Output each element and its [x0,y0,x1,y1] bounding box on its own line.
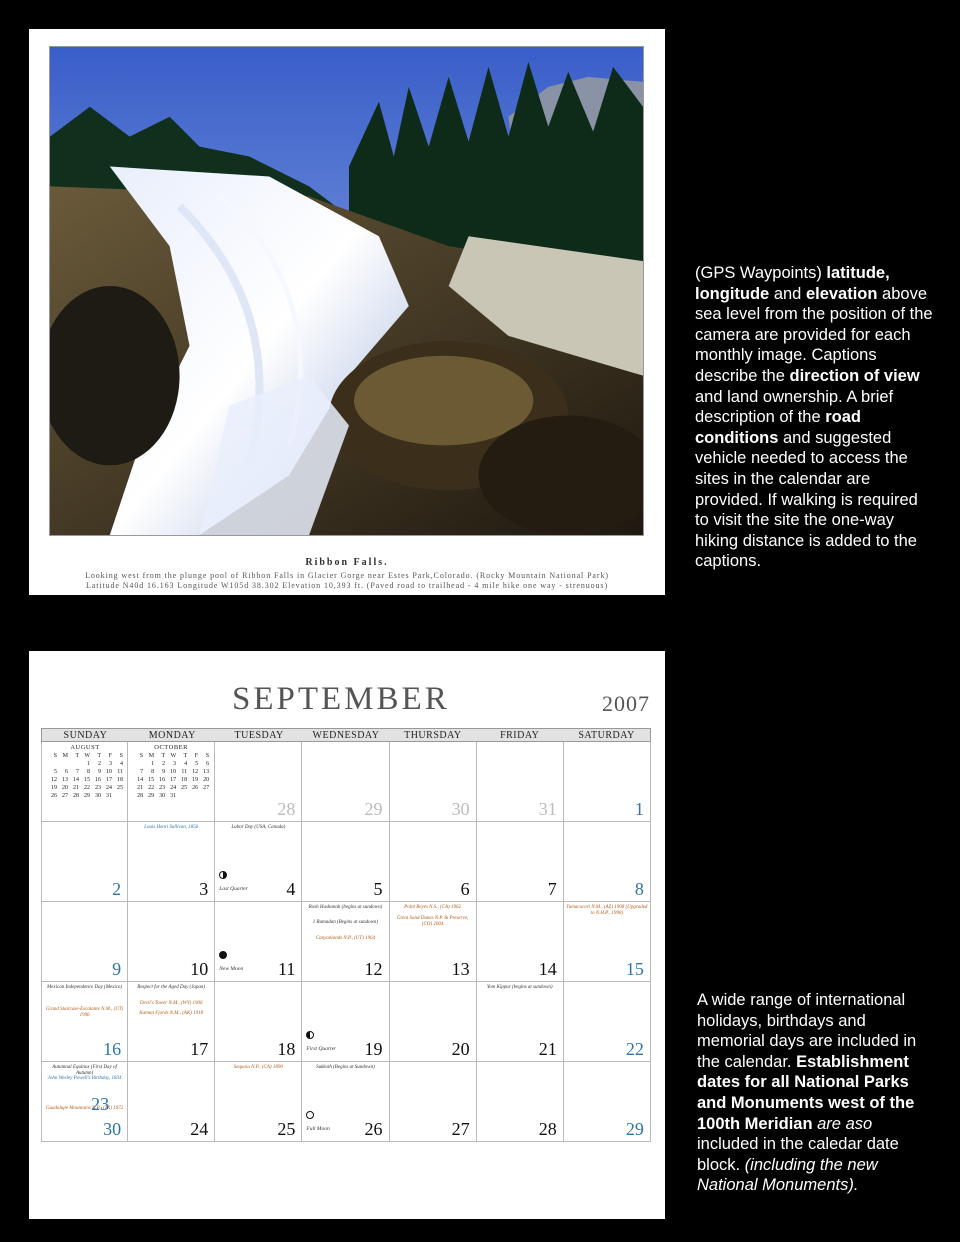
mini-calendar-day: 7 [76,769,79,775]
day-number: 7 [547,879,557,899]
mini-calendar-day: 28 [73,793,79,799]
text-run: Establishment dates for all National Parks and Monuments west of the 100th Meridian [697,1052,915,1133]
day-number: 16 [103,1039,122,1059]
calendar-day-cell [564,822,651,902]
weekday-label: WEDNESDAY [312,730,380,741]
calendar-day-cell [477,822,564,902]
weekday-label: SUNDAY [63,730,108,741]
calendar-day-cell [41,1062,128,1142]
moon-phase-label: Last Quarter [219,886,248,892]
text-run: included in the caledar date block. [697,1135,899,1174]
mini-calendar-day: 20 [203,777,210,783]
mini-calendar-day: 4 [184,761,188,767]
weekday-label: THURSDAY [404,730,462,741]
calendar-event: Sequoia N.P., (CA) 1890 [233,1065,283,1070]
calendar-event: John Wesley Powell's Birthday, 1834 [47,1076,122,1081]
caption-title: Ribbon Falls. [305,557,389,568]
mini-calendar-day: T [97,753,101,759]
calendar-day-cell [390,742,477,822]
calendar-day-cell [128,982,215,1062]
mini-calendar-row [132,776,210,784]
mini-calendar-day: M [148,753,155,759]
text-run: are aso [812,1114,873,1133]
calendar-day-cell [128,1062,215,1142]
mini-calendar-day: 8 [87,769,90,775]
calendar-grid [41,728,651,1142]
mini-calendar-day: 14 [137,777,144,783]
mini-calendar-day: 15 [148,777,155,783]
day-number: 20 [451,1039,470,1059]
mini-calendar-day: F [194,753,199,759]
mini-calendar-day: 9 [98,769,101,775]
mini-calendar-day: 30 [95,793,101,799]
mini-calendar-day: 31 [106,793,112,799]
mini-calendar-day: 3 [109,761,112,767]
mini-calendar-day: 1 [87,761,90,767]
mini-calendar-day: 13 [203,769,210,775]
day-number: 29 [364,799,383,819]
mini-calendar-day: S [205,753,210,759]
mini-calendar-day: W [170,753,177,759]
weekday-label: FRIDAY [500,730,540,741]
mini-calendar-day [68,760,79,768]
calendar-day-cell [128,902,215,982]
day-number: 23 [91,1094,110,1114]
calendar-day-cell [302,822,389,902]
day-number: 10 [190,959,209,979]
mini-calendar-day: 22 [148,785,155,791]
mini-calendar-day [132,760,143,768]
moon-phase-icon [306,1111,314,1119]
day-number: 2 [112,879,122,899]
mini-calendar-day: 1 [151,761,155,767]
calendar-day-cell [564,902,651,982]
year-title: 2007 [602,691,650,716]
mini-calendar-day: 27 [62,793,68,799]
mini-calendar-day: S [53,753,57,759]
mini-calendar-day [187,792,198,800]
mini-calendar-day: 11 [181,769,188,775]
mini-calendar-day: F [108,753,112,759]
moon-phase-icon [306,1031,314,1039]
mini-calendar-day: 26 [51,793,57,799]
calendar-day-cell [302,1062,389,1142]
day-number: 12 [364,959,383,979]
calendar-event: 1 Ramadan (Begins at sundown) [312,920,379,925]
holidays-description-text [697,990,937,1196]
mini-calendar-title: OCTOBER [154,744,188,751]
calendar-event: Rosh Hashanah (begins at sundown) [308,905,383,910]
mini-calendar-row [46,776,124,784]
mini-calendar-day: 18 [117,777,123,783]
day-number: 26 [364,1119,383,1139]
mini-calendar-day [198,792,209,800]
calendar-day-cell [128,822,215,902]
day-number: 18 [277,1039,296,1059]
mini-calendar-day: 30 [159,793,166,799]
calendar-day-cell [477,1062,564,1142]
mini-calendar-title: AUGUST [70,744,100,751]
mini-calendar-day: 23 [159,785,166,791]
calendar-event: Guadalupe Mountains N.P., (TX) 1972 [45,1106,124,1111]
mini-calendar-day: 19 [192,777,199,783]
day-number: 28 [277,799,296,819]
calendar-day-cell [41,822,128,902]
mini-calendar-day: 11 [117,769,123,775]
day-number: 14 [538,959,557,979]
weekday-label: MONDAY [148,730,196,741]
calendar-day-cell [477,982,564,1062]
calendar-event: Point Reyes N.S., (CA) 1962 [404,905,461,910]
mini-calendar-day [46,760,57,768]
mini-calendar-day: 21 [137,785,144,791]
day-number: 19 [364,1039,383,1059]
calendar-event: Canyonlands N.P., (UT) 1964 [315,936,376,941]
calendar-day-cell [41,902,128,982]
calendar-weeks [41,742,651,1142]
waterfall-photo [49,46,644,536]
mini-calendar-day: 29 [148,793,155,799]
caption-description: Looking west from the plunge pool of Ribbon Falls in Glacier Gorge near Estes Park,Colorado. (Rocky Mountain National Park) [85,571,609,580]
mini-calendar-day: 12 [51,777,57,783]
mini-calendar-day: S [139,753,144,759]
mini-calendar-row [46,792,124,800]
mini-calendar-day: 13 [62,777,68,783]
calendar-day-cell [302,742,389,822]
day-number: 4 [286,879,296,899]
mini-calendar-day: 31 [170,793,177,799]
mini-calendar-day: S [119,753,123,759]
day-number: 5 [373,879,383,899]
day-number: 29 [625,1119,644,1139]
calendar-day-cell [215,742,302,822]
mini-calendar-day: 27 [203,785,210,791]
mini-calendar-row [132,768,210,776]
day-number: 11 [278,959,296,979]
calendar-day-cell [215,1062,302,1142]
day-number: 6 [460,879,470,899]
text-run: and [769,284,806,303]
photo-page [29,29,665,595]
mini-calendar-day: 20 [62,785,68,791]
mini-calendar-day: 23 [95,785,101,791]
day-number: 27 [451,1119,470,1139]
mini-calendar-day: 16 [159,777,166,783]
weekday-header [41,728,651,742]
moon-phase-icon [219,951,227,959]
photo-caption [29,557,665,591]
day-number: 21 [538,1039,557,1059]
calendar-event: Mexican Independence Day (Mexico) [47,985,123,990]
mini-calendar-day: T [183,753,188,759]
mini-calendar-day: 26 [192,785,199,791]
mini-calendar-day: 12 [192,769,199,775]
moon-phase-label: New Moon [219,966,244,972]
day-number: 1 [634,799,644,819]
text-run: A wide range of international holidays, birthdays and memorial days are included in the calendar. [697,991,917,1071]
mini-calendar-day: M [62,753,68,759]
calendar-event: Yom Kippur (begins at sundown) [486,985,553,990]
weekday-label: SATURDAY [578,730,635,741]
calendar-event: Grand Staircase-Escalante N.M., (UT) 1996 [45,1007,124,1018]
calendar-event: Autumnal Equinox (First Day of Autumn) [52,1065,117,1076]
mini-calendar-day: 29 [84,793,90,799]
calendar-day-cell [302,982,389,1062]
mini-calendar-day: 15 [84,777,90,783]
mini-calendar-day: 7 [140,769,144,775]
mini-calendar-day: 8 [151,769,155,775]
waterfall-illustration [50,47,643,535]
day-number: 30 [451,799,470,819]
mini-calendar-day: 18 [181,777,188,783]
mini-calendar-row [132,784,210,792]
mini-calendar [132,744,210,800]
mini-calendar-day: 21 [73,785,79,791]
text-run: and land ownership. A brief description of the [695,387,894,427]
calendar-day-cell [477,902,564,982]
mini-calendar-day: W [84,753,90,759]
gps-description-text [695,263,935,572]
calendar-day-cell [564,742,651,822]
day-number: 15 [625,959,644,979]
moon-phase-icon [219,871,227,879]
calendar-week [41,1062,651,1142]
mini-calendar-row [46,784,124,792]
mini-calendar-day [57,760,68,768]
mini-calendar-day: 28 [137,793,144,799]
mini-calendar-day: 5 [54,769,57,775]
mini-calendar-day [112,792,123,800]
calendar-day-cell [564,982,651,1062]
mini-calendar-day: 24 [170,785,177,791]
day-number: 17 [190,1039,209,1059]
day-number: 28 [538,1119,557,1139]
day-number: 9 [112,959,122,979]
day-number: 31 [538,799,557,819]
day-number: 8 [634,879,644,899]
calendar-day-cell [215,982,302,1062]
mini-calendar-day: T [161,753,166,759]
mini-calendar-row [46,760,124,768]
mini-calendar-row [132,792,210,800]
calendar-event: Sukkoth (Begins at Sundown) [316,1065,375,1070]
day-number: 22 [625,1039,644,1059]
text-run: above sea level from the position of the camera are provided for each monthly image. Captions describe the [695,284,933,385]
calendar-event: Louis Henri Sullivan, 1856 [144,825,199,830]
month-title: SEPTEMBER [232,681,450,717]
calendar-day-cell [302,902,389,982]
moon-phase-label: First Quarter [306,1046,337,1052]
calendar-day-cell [477,742,564,822]
mini-calendar-day: 10 [106,769,112,775]
calendar-day-cell [390,902,477,982]
mini-calendar-day: 14 [73,777,79,783]
text-run: (GPS Waypoints) [695,264,827,282]
calendar-day-cell [390,982,477,1062]
calendar-day-cell [390,1062,477,1142]
mini-calendar [46,744,124,800]
day-number: 3 [199,879,209,899]
mini-calendar-row [132,760,210,768]
calendar-day-cell [41,742,128,822]
mini-calendar-row [132,752,210,760]
mini-calendar-day: 10 [170,769,177,775]
mini-calendar-day: 24 [106,785,112,791]
calendar-week [41,822,651,902]
day-number: 25 [277,1119,296,1139]
calendar-week [41,742,651,822]
mini-calendar-day: 22 [84,785,90,791]
mini-calendar-day: 4 [120,761,123,767]
mini-calendar-day: 25 [181,785,188,791]
mini-calendar-row [46,752,124,760]
calendar-day-cell [564,1062,651,1142]
mini-calendar-row [46,768,124,776]
text-run: (including the new National Monuments). [697,1155,878,1195]
calendar-event: Devil's Tower N.M., (WY) 1906 [139,1001,203,1006]
mini-calendar-day: 25 [117,785,123,791]
mini-calendar-day: 16 [95,777,101,783]
calendar-day-cell [390,822,477,902]
caption-coordinates: Latitude N40d 16.163 Longitude W105d 38.302 Elevation 10,393 ft. (Paved road to trailhead - 4 mile hike one way - strenuous) [85,581,609,590]
mini-calendar-day: 6 [206,761,210,767]
mini-calendar-day: 2 [162,761,166,767]
mini-calendar-day: 17 [170,777,177,783]
calendar-day-cell [215,822,302,902]
day-number: 30 [103,1119,122,1139]
text-run: and suggested vehicle needed to access the sites in the calendar are provided. If walking is required to visit the site the one-way hiking distance is added to the captions. [695,428,918,571]
calendar-event: Respect for the Aged Day (Japan) [137,985,206,990]
mini-calendar-day: 19 [51,785,57,791]
mini-calendar-day: 6 [65,769,68,775]
calendar-event: Great Sand Dunes N.P. & Preserve, (CO) 2004 [396,916,469,927]
calendar-day-cell [128,742,215,822]
weekday-label: TUESDAY [234,730,284,741]
text-run: elevation [805,284,878,303]
calendar-event: Tumacacori N.M., (AZ) 1908 (Upgraded to N.H.P., 1990) [566,905,648,916]
moon-phase-label: Full Moon [306,1126,330,1132]
calendar-event: Katmai Fjords N.M., (AK) 1918 [139,1011,204,1016]
mini-calendar-day: 5 [195,761,199,767]
day-number: 24 [190,1119,209,1139]
day-number: 13 [451,959,470,979]
mini-calendar-day: T [75,753,79,759]
calendar-event: Labor Day (USA, Canada) [231,825,286,830]
calendar-day-cell [41,982,128,1062]
mini-calendar-day [176,792,187,800]
mini-calendar-day: 9 [162,769,166,775]
mini-calendar-day: 17 [106,777,112,783]
text-run: direction of view [789,366,920,385]
calendar-week [41,902,651,982]
mini-calendar-day: 2 [98,761,101,767]
calendar-day-cell [215,902,302,982]
text-run: latitude, longitude [695,264,890,303]
calendar-page [29,651,665,1219]
mini-calendar-day: 3 [173,761,177,767]
text-run: road conditions [695,408,862,447]
calendar-week [41,982,651,1062]
